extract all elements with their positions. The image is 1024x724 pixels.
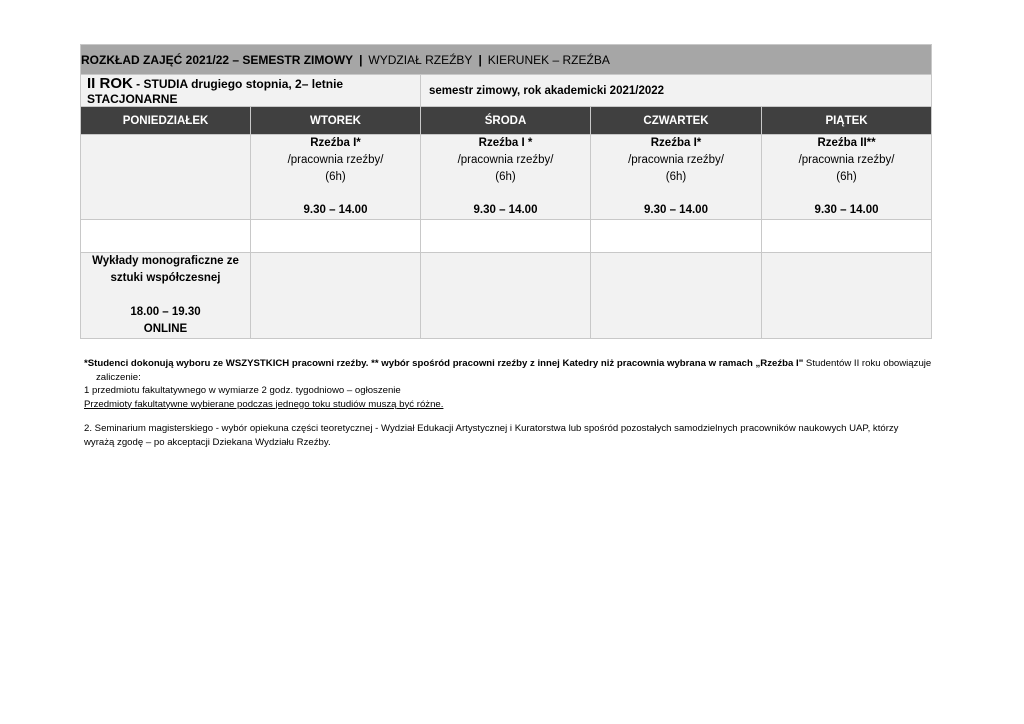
class-subject: Rzeźba I * <box>478 137 533 149</box>
year-description: - STUDIA drugiego stopnia, 2– letnie STACJONARNE <box>87 77 344 106</box>
footnote-2: 1 przedmiotu fakultatywnego w wymiarze 2 godz. tygodniowo – ogłoszenie <box>84 385 401 396</box>
tuesday-class-cell <box>251 135 421 220</box>
class-hours: (6h) <box>836 171 857 183</box>
empty-cell <box>591 253 762 339</box>
friday-class-cell <box>762 135 932 220</box>
class-hours: (6h) <box>665 171 687 183</box>
class-time: 9.30 – 14.00 <box>644 204 708 216</box>
day-monday: PONIEDZIAŁEK <box>81 107 251 135</box>
footnote-5: wyrażą zgodę – po akceptacji Dziekana Wydziału Rzeźby. <box>84 436 331 448</box>
wednesday-class-cell <box>421 135 591 220</box>
class-time: 9.30 – 14.00 <box>303 204 368 216</box>
title-separator: | <box>359 52 363 67</box>
year-row <box>81 75 932 107</box>
class-subject: Rzeźba II** <box>817 137 876 149</box>
empty-cell <box>421 253 591 339</box>
lecture-row <box>81 253 932 339</box>
class-time: 9.30 – 14.00 <box>473 204 538 216</box>
schedule-title: ROZKŁAD ZAJĘĆ 2021/22 – SEMESTR ZIMOWY <box>81 52 354 67</box>
footnote-1-bold: *Studenci dokonują wyboru ze WSZYSTKICH pracowni rzeźby. ** wybór spośród pracowni rzeźby z innej Katedry niż pracownia wybrana w ramach „Rzeźba I" <box>84 358 804 369</box>
class-hours: (6h) <box>325 171 346 183</box>
footnotes <box>84 357 944 449</box>
footnote-1 <box>84 357 944 371</box>
footnote-1-continued: zaliczenie: <box>96 371 141 383</box>
class-row <box>81 135 932 220</box>
lecture-mode: ONLINE <box>143 323 188 335</box>
class-room: /pracownia rzeźby/ <box>628 154 724 166</box>
class-room: /pracownia rzeźby/ <box>287 154 384 166</box>
footnote-3: Przedmioty fakultatywne wybierane podczas jednego toku studiów muszą być różne. <box>84 398 444 410</box>
title-row <box>81 45 932 75</box>
empty-row <box>81 220 932 253</box>
day-tuesday: WTOREK <box>251 107 421 135</box>
monday-class-cell <box>81 135 251 220</box>
class-room: /pracownia rzeźby/ <box>457 154 554 166</box>
class-time: 9.30 – 14.00 <box>814 204 879 216</box>
year-roman: II ROK <box>87 75 133 92</box>
empty-cell <box>762 253 932 339</box>
day-friday: PIĄTEK <box>762 107 932 135</box>
title-separator: | <box>478 52 482 67</box>
schedule-table <box>80 44 932 339</box>
faculty-name: WYDZIAŁ RZEŹBY <box>368 52 473 67</box>
semester-cell <box>421 75 932 107</box>
class-room: /pracownia rzeźby/ <box>798 154 895 166</box>
monday-lecture-cell <box>81 253 251 339</box>
schedule-sheet <box>80 44 931 339</box>
lecture-title-line1: Wykłady monograficzne ze <box>92 255 239 267</box>
empty-cell <box>251 253 421 339</box>
footnote-1-rest: Studentów II roku obowiązuje <box>803 358 932 369</box>
class-subject: Rzeźba I* <box>650 137 702 149</box>
empty-cell <box>421 220 591 253</box>
lecture-time: 18.00 – 19.30 <box>130 306 201 318</box>
empty-cell <box>251 220 421 253</box>
empty-cell <box>81 220 251 253</box>
day-wednesday: ŚRODA <box>421 107 591 135</box>
direction-name: KIERUNEK – RZEŹBA <box>487 52 610 67</box>
semester-label: semestr zimowy, rok akademicki 2021/2022 <box>429 84 665 97</box>
class-hours: (6h) <box>495 171 516 183</box>
thursday-class-cell <box>591 135 762 220</box>
title-cell <box>81 45 932 75</box>
lecture-title-line2: sztuki współczesnej <box>110 272 221 284</box>
empty-cell <box>591 220 762 253</box>
empty-cell <box>762 220 932 253</box>
year-cell <box>81 75 421 107</box>
class-subject: Rzeźba I* <box>310 137 361 149</box>
day-header-row <box>81 107 932 135</box>
day-thursday: CZWARTEK <box>591 107 762 135</box>
footnote-4: 2. Seminarium magisterskiego - wybór opiekuna części teoretycznej - Wydział Edukacji Artystycznej i Kuratorstwa lub spośród pozostałych samodzielnych pracowników naukowych UAP, którzy <box>84 423 899 434</box>
